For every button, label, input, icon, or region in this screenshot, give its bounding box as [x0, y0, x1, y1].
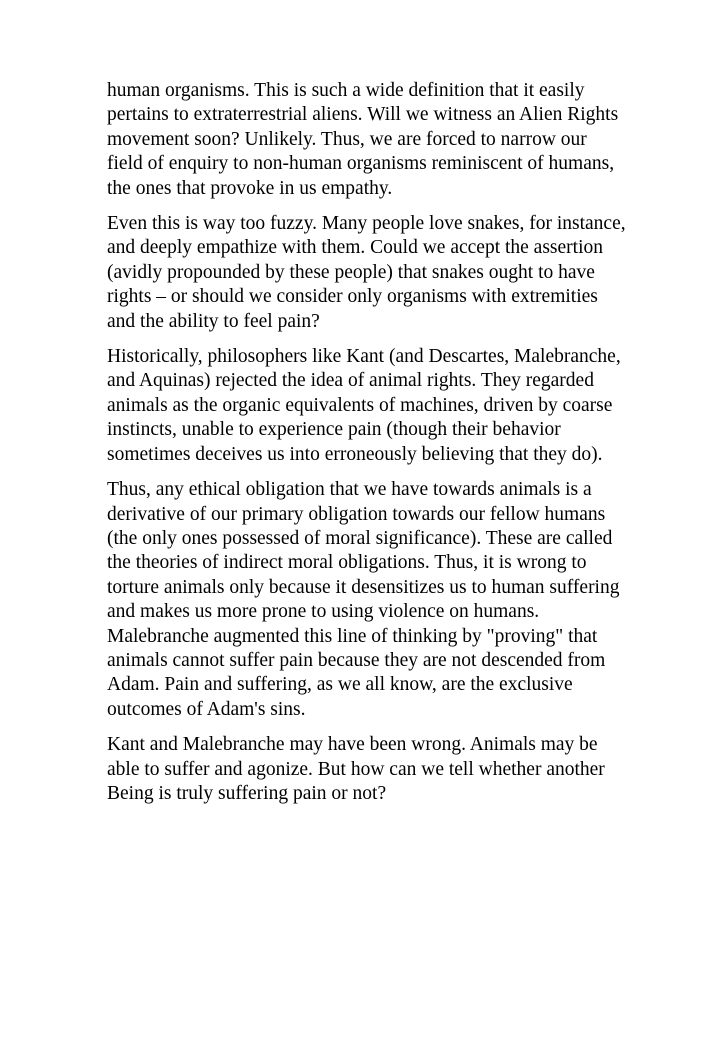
paragraph-1: human organisms. This is such a wide definition that it easily pertains to extraterrestrial aliens. Will we witness an Alien Rights movement soon? Unlikely. Thus, we are forced to narrow our field of enquiry to non-human organisms reminiscent of humans, the ones that provoke in us empathy.	[107, 80, 619, 199]
paragraph-2: Even this is way too fuzzy. Many people love snakes, for instance, and deeply empathize with them. Could we accept the assertion (avidly propounded by these people) that snakes ought to have rights – or should we consider only organisms with extremities and the ability to feel pain?	[107, 213, 626, 332]
paragraph-5: Kant and Malebranche may have been wrong. Animals may be able to suffer and agonize. But how can we tell whether another Being is truly suffering pain or not?	[107, 734, 605, 804]
paragraph-3: Historically, philosophers like Kant (and Descartes, Malebranche, and Aquinas) rejected the idea of animal rights. They regarded animals as the organic equivalents of machines, driven by coarse instincts, unable to experience pain (though their behavior sometimes deceives us into erroneously believing that they do).	[107, 346, 621, 465]
body-text	[107, 79, 627, 817]
paragraph-4: Thus, any ethical obligation that we have towards animals is a derivative of our primary obligation towards our fellow humans (the only ones possessed of moral significance). These are called the theories of indirect moral obligations. Thus, it is wrong to torture animals only because it desensitizes us to human suffering and makes us more prone to using violence on humans. Malebranche augmented this line of thinking by "proving" that animals cannot suffer pain because they are not descended from Adam. Pain and suffering, as we all know, are the exclusive outcomes of Adam's sins.	[107, 479, 620, 720]
